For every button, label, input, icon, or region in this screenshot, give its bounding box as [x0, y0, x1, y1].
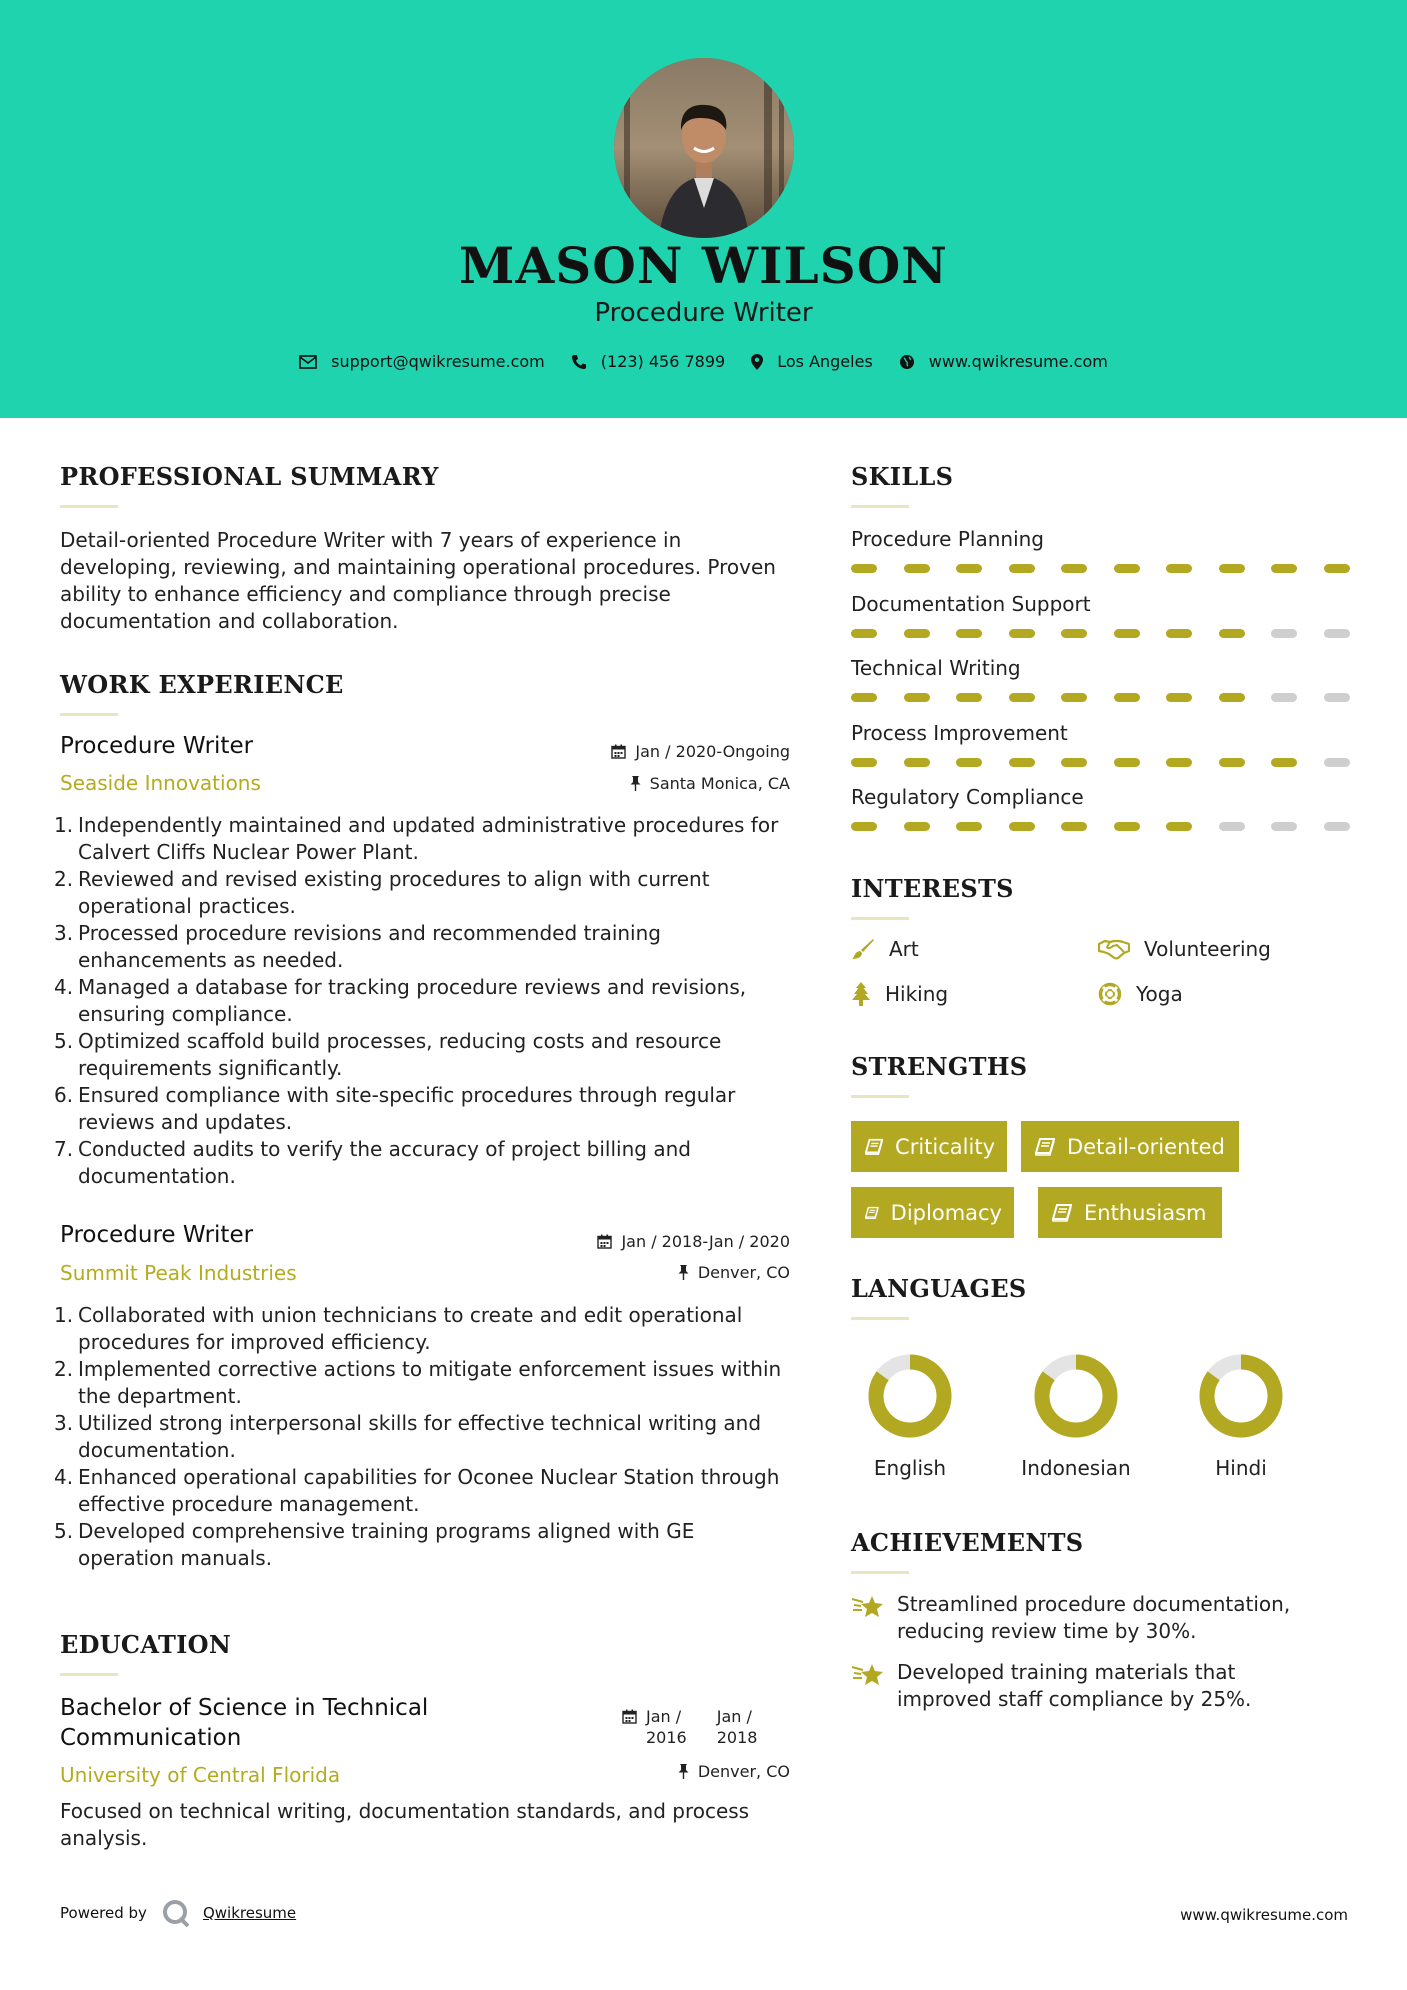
- interest-art-label: Art: [889, 937, 919, 961]
- skill-dash-filled: [1061, 629, 1087, 638]
- skill-dash-filled: [956, 564, 982, 573]
- item-number: 4.: [54, 1465, 74, 1489]
- education-description: Focused on technical writing, documentation standards, and process analysis.: [60, 1799, 750, 1850]
- skill-dash-filled: [1009, 693, 1035, 702]
- skill-dash-filled: [904, 629, 930, 638]
- achievement-item-1: [851, 1591, 1331, 1645]
- skill-dash-filled: [851, 693, 877, 702]
- skill-level-bar: [851, 758, 1376, 767]
- item-text: Utilized strong interpersonal skills for effective technical writing and documentation.: [78, 1411, 762, 1462]
- education-start-line2: 2016: [646, 1728, 687, 1747]
- achievements-underline: [851, 1571, 909, 1574]
- item-number: 1.: [54, 813, 74, 837]
- skill-dash-filled: [1219, 758, 1245, 767]
- skill-dash-filled: [956, 822, 982, 831]
- job-1-company: Seaside Innovations: [60, 771, 261, 795]
- skill-dash-filled: [904, 758, 930, 767]
- envelope-icon: [299, 355, 317, 369]
- skill-dash-filled: [956, 693, 982, 702]
- item-number: 1.: [54, 1303, 74, 1327]
- strength-label: Diplomacy: [890, 1200, 1002, 1225]
- strengths-underline: [851, 1095, 909, 1098]
- skill-level-bar: [851, 693, 1376, 702]
- calendar-icon: [611, 744, 626, 759]
- skill-dash-filled: [1009, 758, 1035, 767]
- strength-badge-detail-oriented: [1021, 1121, 1239, 1172]
- skill-dash-filled: [1271, 758, 1297, 767]
- item-number: 4.: [54, 975, 74, 999]
- skill-dash-filled: [851, 822, 877, 831]
- education-end-line2: 2018: [716, 1728, 758, 1747]
- interests-underline: [851, 917, 909, 920]
- responsibility-item: [52, 812, 792, 866]
- language-proficiency-ring: [1031, 1351, 1121, 1441]
- strength-label: Detail-oriented: [1067, 1134, 1225, 1159]
- education-end-date: [717, 1706, 758, 1748]
- job-1-title: Procedure Writer: [60, 733, 254, 759]
- skill-dash-filled: [851, 758, 877, 767]
- skill-dash-filled: [1114, 693, 1140, 702]
- interest-yoga: [1098, 982, 1183, 1006]
- shooting-star-icon: [851, 1593, 885, 1621]
- language-label: Hindi: [1215, 1456, 1267, 1480]
- strength-badge-diplomacy: [851, 1187, 1014, 1238]
- skill-dash-filled: [1324, 564, 1350, 573]
- pushpin-icon: [630, 776, 641, 791]
- education-school: University of Central Florida: [60, 1763, 341, 1787]
- website-text: www.qwikresume.com: [928, 352, 1108, 371]
- header-banner: [0, 0, 1407, 418]
- qwikresume-link[interactable]: Qwikresume: [202, 1904, 297, 1922]
- language-label: English: [873, 1456, 947, 1480]
- job-1-location-text: Santa Monica, CA: [649, 774, 790, 793]
- skill-dash-empty: [1271, 629, 1297, 638]
- job-1-responsibilities: [52, 812, 792, 1190]
- languages-underline: [851, 1317, 909, 1320]
- education-degree-line2: Communication: [60, 1725, 242, 1751]
- phone-icon: [571, 354, 587, 370]
- item-text: Managed a database for tracking procedure reviews and revisions, ensuring compliance.: [78, 975, 747, 1026]
- interest-yoga-label: Yoga: [1136, 982, 1183, 1006]
- responsibility-item: [52, 1410, 792, 1464]
- qwikresume-logo-icon: [161, 1898, 191, 1928]
- book-icon: [865, 1138, 883, 1156]
- contact-website[interactable]: [899, 352, 1108, 371]
- skill-dash-filled: [1166, 822, 1192, 831]
- skill-dash-filled: [1166, 758, 1192, 767]
- item-text: Developed comprehensive training programs aligned with GE operation manuals.: [78, 1519, 695, 1570]
- book-icon: [865, 1204, 879, 1222]
- job-2-date: [597, 1232, 790, 1251]
- responsibility-item: [52, 1356, 792, 1410]
- responsibility-item: [52, 1518, 792, 1572]
- skill-dash-empty: [1271, 822, 1297, 831]
- responsibility-item: [52, 1302, 792, 1356]
- item-number: 7.: [54, 1137, 74, 1161]
- email-text: support@qwikresume.com: [331, 352, 545, 371]
- profile-photo-image: [614, 58, 794, 238]
- education-location-text: Denver, CO: [697, 1762, 790, 1781]
- skill-label: Procedure Planning: [851, 527, 1044, 551]
- contact-bar: [0, 352, 1407, 371]
- skill-dash-filled: [1061, 693, 1087, 702]
- interest-volunteering: [1098, 937, 1271, 961]
- footer-powered-by: [60, 1898, 296, 1928]
- skills-heading: SKILLS: [851, 462, 954, 491]
- item-number: 2.: [54, 867, 74, 891]
- education-end-line1: Jan /: [716, 1707, 752, 1726]
- skill-dash-filled: [1061, 822, 1087, 831]
- skill-dash-empty: [1219, 822, 1245, 831]
- item-number: 5.: [54, 1029, 74, 1053]
- education-start-date: [646, 1706, 687, 1748]
- job-1-date: [611, 742, 790, 761]
- achievement-text: Streamlined procedure documentation, reducing review time by 30%.: [897, 1592, 1291, 1643]
- item-text: Ensured compliance with site-specific procedures through regular reviews and updates.: [78, 1083, 736, 1134]
- skill-dash-filled: [851, 564, 877, 573]
- skill-dash-filled: [904, 693, 930, 702]
- skill-dash-filled: [1166, 693, 1192, 702]
- responsibility-item: [52, 974, 792, 1028]
- skill-dash-filled: [1219, 629, 1245, 638]
- education-underline: [60, 1673, 118, 1676]
- item-number: 5.: [54, 1519, 74, 1543]
- interest-hiking: [851, 982, 948, 1006]
- shooting-star-icon: [851, 1661, 885, 1689]
- item-text: Implemented corrective actions to mitigate enforcement issues within the department.: [78, 1357, 782, 1408]
- summary-heading: PROFESSIONAL SUMMARY: [60, 462, 439, 491]
- map-marker-icon: [751, 354, 763, 370]
- responsibility-item: [52, 920, 792, 974]
- contact-email[interactable]: [299, 352, 545, 371]
- skill-level-bar: [851, 629, 1376, 638]
- strength-badge-criticality: [851, 1121, 1007, 1172]
- item-text: Enhanced operational capabilities for Oconee Nuclear Station through effective procedure management.: [78, 1465, 780, 1516]
- skill-dash-empty: [1271, 693, 1297, 702]
- education-location: [678, 1762, 790, 1781]
- skill-dash-filled: [1009, 629, 1035, 638]
- item-number: 3.: [54, 1411, 74, 1435]
- skill-dash-filled: [1166, 629, 1192, 638]
- job-2-location-text: Denver, CO: [697, 1263, 790, 1282]
- contact-location: [751, 352, 873, 371]
- skill-dash-filled: [1061, 564, 1087, 573]
- job-2-location: [678, 1263, 790, 1282]
- summary-underline: [60, 505, 118, 508]
- calendar-icon: [597, 1234, 612, 1249]
- item-text: Collaborated with union technicians to create and edit operational procedures for improved efficiency.: [78, 1303, 743, 1354]
- skill-dash-filled: [1219, 564, 1245, 573]
- skills-underline: [851, 505, 909, 508]
- skill-label: Documentation Support: [851, 591, 1091, 616]
- skill-level-bar: [851, 822, 1376, 831]
- responsibility-item: [52, 1136, 792, 1190]
- experience-underline: [60, 713, 118, 716]
- languages-heading: LANGUAGES: [851, 1274, 1027, 1303]
- skill-dash-filled: [1009, 822, 1035, 831]
- skill-dash-filled: [1271, 564, 1297, 573]
- item-text: Conducted audits to verify the accuracy of project billing and documentation.: [78, 1137, 691, 1188]
- job-2-company: Summit Peak Industries: [60, 1261, 297, 1285]
- globe-icon: [899, 354, 915, 370]
- book-icon: [1052, 1204, 1072, 1222]
- interest-hiking-label: Hiking: [885, 982, 949, 1006]
- language-proficiency-ring: [865, 1351, 955, 1441]
- skill-dash-filled: [956, 629, 982, 638]
- skill-dash-filled: [1061, 758, 1087, 767]
- achievements-heading: ACHIEVEMENTS: [851, 1528, 1084, 1557]
- summary-text: Detail-oriented Procedure Writer with 7 years of experience in developing, reviewing, and maintaining operational procedures. Proven ability to enhance efficiency and compliance through precise documentation and collaboration.: [60, 528, 776, 633]
- strengths-heading: STRENGTHS: [851, 1052, 1028, 1081]
- skill-dash-filled: [1114, 822, 1140, 831]
- pushpin-icon: [678, 1265, 689, 1280]
- lifebuoy-icon: [1098, 982, 1122, 1006]
- skill-dash-filled: [956, 758, 982, 767]
- contact-phone[interactable]: [571, 352, 725, 371]
- skill-dash-filled: [904, 822, 930, 831]
- responsibility-item: [52, 1028, 792, 1082]
- skill-dash-filled: [1114, 629, 1140, 638]
- book-icon: [1035, 1138, 1055, 1156]
- skill-label: Process Improvement: [851, 720, 1068, 745]
- strength-label: Criticality: [895, 1134, 995, 1159]
- skill-dash-empty: [1324, 629, 1350, 638]
- skill-dash-empty: [1324, 758, 1350, 767]
- candidate-title: Procedure Writer: [594, 298, 813, 328]
- pushpin-icon: [678, 1764, 689, 1779]
- strength-badge-enthusiasm: [1038, 1187, 1222, 1238]
- skill-dash-filled: [1009, 564, 1035, 573]
- paintbrush-icon: [851, 938, 875, 960]
- education-dates: [622, 1706, 757, 1748]
- skill-dash-filled: [1114, 564, 1140, 573]
- interests-heading: INTERESTS: [851, 874, 1014, 903]
- job-2-date-text: Jan / 2018-Jan / 2020: [621, 1232, 790, 1251]
- education-degree: [60, 1693, 428, 1753]
- footer-website[interactable]: www.qwikresume.com: [1180, 1906, 1348, 1924]
- candidate-name: MASON WILSON: [459, 236, 948, 295]
- skill-dash-filled: [1114, 758, 1140, 767]
- location-text: Los Angeles: [777, 352, 873, 371]
- tree-icon: [851, 982, 871, 1006]
- interest-volunteering-label: Volunteering: [1144, 937, 1271, 961]
- experience-heading: WORK EXPERIENCE: [60, 670, 344, 699]
- skill-level-bar: [851, 564, 1376, 573]
- skill-dash-filled: [1219, 693, 1245, 702]
- skill-dash-filled: [1166, 564, 1192, 573]
- item-number: 3.: [54, 921, 74, 945]
- strength-label: Enthusiasm: [1084, 1200, 1207, 1225]
- item-text: Reviewed and revised existing procedures to align with current operational practices.: [78, 867, 710, 918]
- responsibility-item: [52, 1082, 792, 1136]
- skill-dash-filled: [851, 629, 877, 638]
- achievement-item-2: [851, 1659, 1331, 1713]
- job-2-title: Procedure Writer: [60, 1222, 254, 1248]
- achievement-text: Developed training materials that improved staff compliance by 25%.: [897, 1660, 1252, 1711]
- profile-photo: [614, 58, 794, 238]
- powered-by-label: Powered by: [60, 1904, 147, 1922]
- education-heading: EDUCATION: [60, 1630, 232, 1659]
- skill-dash-empty: [1324, 693, 1350, 702]
- job-1-date-text: Jan / 2020-Ongoing: [635, 742, 790, 761]
- job-1-location: [630, 774, 790, 793]
- item-text: Processed procedure revisions and recommended training enhancements as needed.: [78, 921, 661, 972]
- responsibility-item: [52, 866, 792, 920]
- language-label: Indonesian: [1021, 1456, 1131, 1480]
- skill-label: Regulatory Compliance: [851, 785, 1084, 809]
- item-text: Optimized scaffold build processes, reducing costs and resource requirements significantly.: [78, 1029, 722, 1080]
- item-number: 2.: [54, 1357, 74, 1381]
- phone-text: (123) 456 7899: [600, 352, 726, 371]
- skill-dash-filled: [904, 564, 930, 573]
- skill-dash-empty: [1324, 822, 1350, 831]
- responsibility-item: [52, 1464, 792, 1518]
- skill-label: Technical Writing: [851, 656, 1021, 680]
- item-number: 6.: [54, 1083, 74, 1107]
- job-2-responsibilities: [52, 1302, 792, 1572]
- education-start-line1: Jan /: [646, 1707, 682, 1726]
- item-text: Independently maintained and updated administrative procedures for Calvert Cliffs Nuclear Power Plant.: [78, 813, 779, 864]
- education-degree-line1: Bachelor of Science in Technical: [60, 1695, 429, 1721]
- handshake-icon: [1098, 938, 1130, 960]
- language-proficiency-ring: [1196, 1351, 1286, 1441]
- calendar-icon: [622, 1709, 637, 1724]
- interest-art: [851, 937, 919, 961]
